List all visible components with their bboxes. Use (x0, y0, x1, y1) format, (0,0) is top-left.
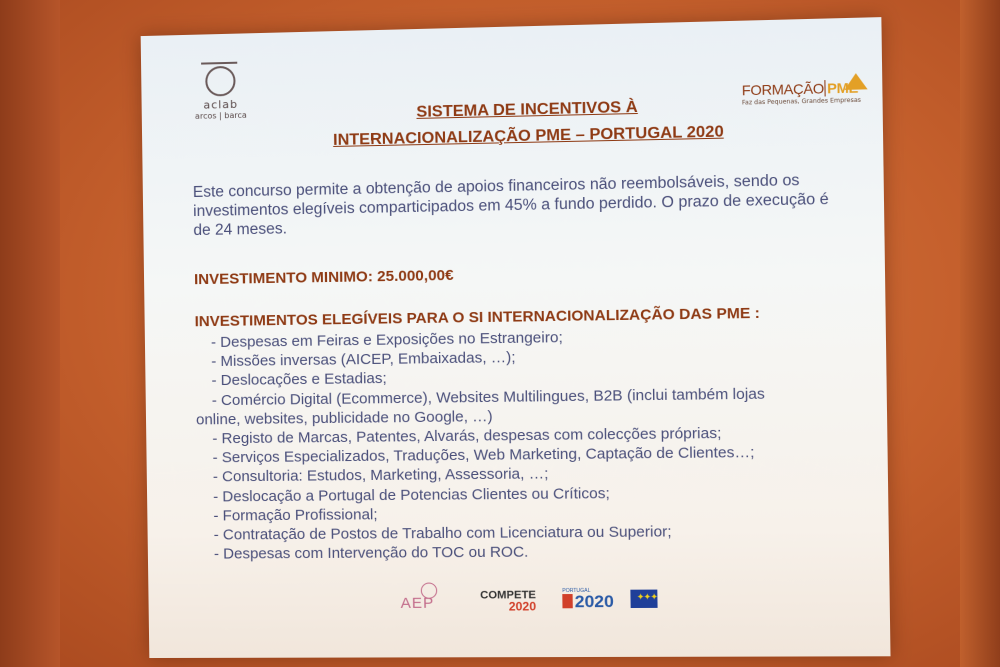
aclab-logo (185, 65, 256, 121)
formacao-pme-logo (742, 79, 868, 106)
intro-paragraph: Este concurso permite a obtenção de apoios financeiros não reembolsáveis, sendo os investimentos elegíveis comparticipados em 45% a fundo perdido. O prazo de execução é de 24 meses. (192, 171, 829, 240)
compete-word: COMPETE (480, 589, 537, 602)
aclab-name: aclab (203, 97, 239, 112)
list-item: - Missões inversas (AICEP, Embaixadas, …); (211, 349, 516, 371)
minimum-investment: INVESTIMENTO MINIMO: 25.000,00€ (193, 266, 454, 289)
list-item-continuation: online, websites, publicidade no Google, …) (195, 407, 493, 429)
portugal-year: 2020 (574, 591, 614, 612)
list-item: - Contratação de Postos de Trabalho com Licenciatura ou Superior; (213, 523, 672, 544)
list-item: - Consultoria: Estudos, Marketing, Assessoria, …; (212, 465, 549, 486)
portugal-flag-icon (562, 594, 573, 608)
list-item: - Deslocação a Portugal de Potencias Clientes ou Críticos; (213, 484, 610, 506)
pme-text: PME (824, 79, 858, 96)
formacao-pme-tagline: Faz das Pequenas, Grandes Empresas (741, 96, 861, 107)
portugal-2020-logo (562, 588, 614, 613)
slide-title (312, 92, 744, 154)
eu-flag-icon (630, 590, 657, 608)
title-line-1: SISTEMA DE INCENTIVOS À (416, 98, 638, 121)
projection-screen (141, 17, 891, 658)
formacao-text: FORMAÇÃO (741, 80, 825, 99)
aclab-place: arcos | barca (194, 110, 247, 121)
room-wall-right (960, 0, 1000, 667)
sponsor-footer (400, 581, 814, 623)
list-item: - Despesas em Feiras e Exposições no Estrangeiro; (210, 328, 563, 352)
list-item: - Registo de Marcas, Patentes, Alvarás, despesas com colecções próprias; (212, 424, 722, 448)
room-wall-left (0, 0, 60, 667)
list-item: - Formação Profissional; (213, 505, 378, 525)
list-item: - Deslocações e Estadias; (211, 370, 387, 390)
eligible-list (195, 324, 824, 564)
compete-year: 2020 (508, 599, 537, 614)
aep-logo: AEP (400, 594, 435, 612)
aep-circle-icon (421, 583, 438, 599)
list-item: - Comércio Digital (Ecommerce), Websites Multilingues, B2B (inclui também lojas (211, 385, 765, 409)
list-item: - Despesas com Intervenção do TOC ou ROC. (213, 543, 529, 563)
title-line-2: INTERNACIONALIZAÇÃO PME – PORTUGAL 2020 (332, 123, 724, 149)
compete-2020-logo (480, 590, 536, 613)
list-item: - Serviços Especializados, Traduções, Web Marketing, Captação de Clientes…; (212, 444, 755, 467)
aclab-mark-icon (205, 66, 236, 97)
portugal-small-text: PORTUGAL (562, 587, 591, 595)
pme-triangle-icon (844, 73, 867, 90)
eligible-heading: INVESTIMENTOS ELEGÍVEIS PARA O SI INTERNACIONALIZAÇÃO DAS PME : (194, 304, 761, 331)
eu-stars-icon: ✦✦✦ (636, 591, 658, 602)
